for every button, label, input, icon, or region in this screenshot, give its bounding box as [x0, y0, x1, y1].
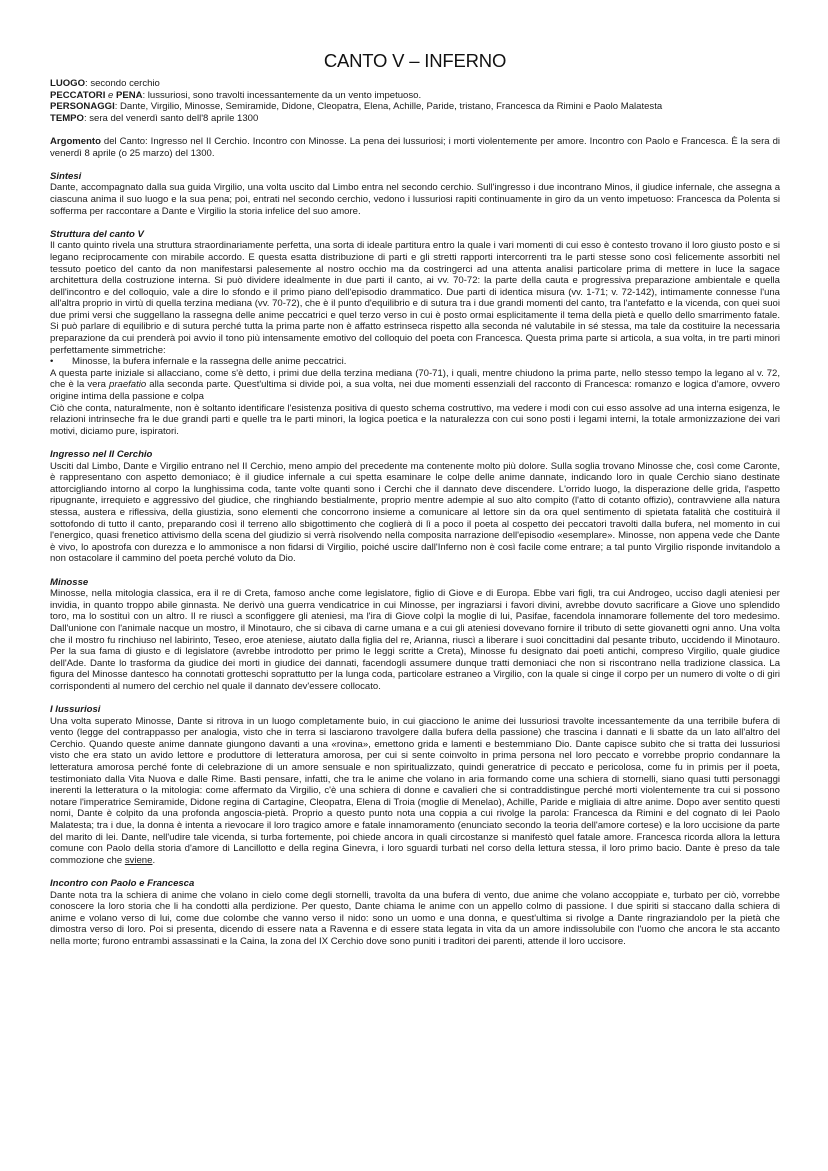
meta-peccatori: [50, 90, 780, 102]
meta-personaggi-value: : Dante, Virgilio, Minosse, Semiramide, Didone, Cleopatra, Elena, Achille, Paride, tristano, Francesca da Rimini e Paolo Malatesta: [114, 101, 663, 113]
meta-peccatori-label: PECCATORI: [50, 89, 106, 101]
meta-luogo: [50, 78, 780, 90]
text-run: A questa parte iniziale si allacciano, come s'è detto, i primi due della terzina mediana (70-71), i quali, mentre chiudono la prima parte, nello stesso tempo la legano al v. 72, che è la vera: [50, 367, 780, 391]
section-body: Minosse, nella mitologia classica, era il re di Creta, famoso anche come legislatore, figlio di Giove e di Europa. Ebbe vari figli, tra cui Androgeo, ucciso dagli ateniesi per invidia, in quanto troppo abile ginnasta. Ne derivò una guerra vendicatrice in cui Minosse, per ingraziarsi i favori divini, avrebbe dovuto sacrificare a Giove uno splendido toro, ma lo sostituì con un altro. Il re riuscì a sconfiggere gli ateniesi, ma l'ira di Giove colpì la moglie di lui, Pasifae, facendola innamorare follemente del toro medesimo. Dall'unione con l'animale nacque un mostro, il Minotauro, che si cibava di carne umana e a cui gli ateniesi dovevano fornire il tributo di sette giovanetti ogni anno. Una volta che il mostro fu rinchiuso nel labirinto, Teseo, eroe ateniese, aiutato dalla figlia del re, Arianna, riuscì a liberare i suoi concittadini dal pesante tributo, uccidendo il Minotauro. Per la sua fama di giusto e di legislatore (avrebbe introdotto per primo le leggi scritte a Creta), Minosse fu designato dai poeti antichi, compreso Virgilio, quale giudice dell'Ade. Dante lo trasforma da giudice dei morti in giudice dei dannati, facendogli assumere dunque tratti demoniaci che non si riscontrano nella tradizione classica. La figura del Minosse dantesco ha connotati grotteschi soprattutto per la lunga coda, particolare estraneo a Virgilio, con la quale si cinge il corpo per un numero di volte o di giri corrispondenti al numero del cerchio nel quale il dannato dev'essere collocato.: [50, 588, 780, 692]
meta-personaggi-label: PERSONAGGI: [50, 101, 115, 113]
section-heading: I lussuriosi: [50, 704, 101, 716]
section-heading: Ingresso nel II Cerchio: [50, 449, 153, 460]
section-ingresso: [50, 449, 780, 565]
section-body: Il canto quinto rivela una struttura straordinariamente perfetta, una sorta di ideale partitura entro la quale i vari momenti di cui esso è contesto trovano il loro giusto posto e si legano reciprocamente con mirabile accordo. E questa esatta distribuzione di parti e gli stretti rapporti intercorrenti tra le parti stesse sono così felicemente assorbiti nel tessuto poetico del canto da non manifestarsi palesemente al nostro occhio ma da costringerci ad una attenta analisi particolare prima di mettere in luce la sagace architettura della costruzione interna. Si può dividere idealmente in due parti il canto, ai vv. 70-72: la parte della cauta e progressiva preparazione ambientale e quella dell'incontro e del colloquio, vale a dire lo sfondo e il primo piano dell'episodio drammatico. Due parti di identica misura (vv. 1-71; v. 72-142), intimamente connesse l'una all'altra proprio in virtù di quella terzina mediana (vv. 70-72), che è il punto d'equilibrio e di sutura tra i due grandi momenti del canto, tra l'antefatto e la vicenda, con quei suoi due primi versi che suggellano la rassegna delle anime peccatrici e quel terzo verso in cui è posto ormai esplicitamente il tema della pietà e quello dello smarrimento fatale. Si può parlare di equilibrio e di sutura perché tutta la prima parte non è affatto estrinseca rispetto alla seconda né valutabile in sé stessa, ma tale da costituire la necessaria preparazione da cui prenderà poi avvio il tono più intensamente emotivo del colloquio del poeta con Francesca. Questa prima parte si articola, a sua volta, in tre parti minori perfettamente simmetriche:: [50, 240, 780, 356]
section-heading: Minosse: [50, 576, 89, 588]
argomento-text: del Canto: Ingresso nel II Cerchio. Incontro con Minosse. La pena dei lussuriosi; i morti violentemente per amore. Incontro con Paolo e Francesca. È la sera di venerdì 8 aprile (o 25 marzo) del 1300.: [50, 135, 780, 159]
section-heading: Sintesi: [50, 170, 82, 182]
section-body: Dante nota tra la schiera di anime che volano in cielo come degli stornelli, travolta da una bufera di vento, due anime che volano accoppiate e, turbato per ciò, vorrebbe conoscere la loro storia che li ha condotti alla perdizione. Per questo, Dante chiama le anime con un appello colmo di passione. I due spiriti si staccano dalla schiera di anime e volano verso di lui, come due colombe che vanno verso il nido: sono un uomo e una donna, e quest'ultima si rivolge a Dante ringraziandolo per la pietà che dimostra verso di loro. Poi si presenta, dicendo di essere nata a Ravenna e di essere stata legata in vita da un amore indissolubile con l'uomo che ancora le sta accanto nella morte; furono entrambi assassinati e la Caina, la zona del IX Cerchio dove sono puniti i traditori dei parenti, attende il loro uccisore.: [50, 889, 780, 947]
section-body: [50, 716, 780, 867]
meta-luogo-label: LUOGO: [50, 78, 86, 89]
meta-luogo-value: : secondo cerchio: [85, 78, 160, 89]
bullet-icon: •: [50, 356, 54, 368]
spacer: [50, 124, 780, 136]
section-incontro: [50, 878, 780, 948]
meta-tempo-value: : sera del venerdì santo dell'8 aprile 1300: [83, 112, 259, 124]
meta-personaggi: [50, 101, 780, 113]
section-body: Ciò che conta, naturalmente, non è soltanto identificare l'esistenza positiva di questo schema costruttivo, ma vedere i modi con cui esso assolve ad una interna esigenza, le relazioni intrinseche fra le due grandi parti e quelle tra le parti minori, la logica poetica e la naturalezza con cui sono posti i legami interni, la totale armonizzazione dei vari motivi, diciamo pure, ispiratori.: [50, 402, 780, 437]
argomento-label: Argomento: [50, 135, 101, 147]
section-minosse: [50, 577, 780, 693]
section-body: [50, 368, 780, 403]
section-body: Dante, accompagnato dalla sua guida Virgilio, una volta uscito dal Limbo entra nel secondo cerchio. Sull'ingresso i due incontrano Minos, il giudice infernale, che assegna a ciascuna anima il suo luogo e la sua pena; poi, entrati nel secondo cerchio, vedono i lussuriosi rapiti continuamente in giro da un vento impetuoso: Francesca da Polenta si sofferma per raccontare a Dante e Virgilio la storia infelice del suo amore.: [50, 182, 780, 217]
emphasis-praefatio: praefatio: [109, 379, 147, 391]
meta-pena-label: PENA: [115, 89, 143, 101]
section-sintesi: [50, 171, 780, 217]
meta-block: [50, 78, 780, 124]
meta-tempo: [50, 113, 780, 125]
underlined-word: sviene: [124, 854, 153, 866]
text-run: Una volta superato Minosse, Dante si ritrova in un luogo completamente buio, in cui giacciono le anime dei lussuriosi travolte incessantemente da una terribile bufera di vento (legge del contrappasso per analogia, visto che in terra si lasciarono travolgere dalla bufera della passione) che trascina i dannati e li sbatte da un lato all'altro del Cerchio. Quando queste anime dannate giungono davanti a una «rovina», emettono grida e lamenti e bestemmiano Dio. Dante capisce subito che si tratta dei lussuriosi visto che era stato un avido lettore e produttore di letteratura amorosa, per cui si sente coinvolto in prima persona nel loro peccato e vorrebbe proprio condannare la letteratura amorosa perché fonte di celebrazione di un amore sensuale e non spiritualizzato, quindi generatrice di peccato e pericolosa, come fu in primis per il poeta, testimoniato dalla Vita Nuova e dalle Rime. Basti pensare, infatti, che tra le anime che volano in aria formando come una schiera di stornelli, siano quasi tutti personaggi inerenti la letteratura o la mitologia: come affermato da Virgilio, c'è una schiera di donne e cavalieri che si contraddistingue perché morti violentemente tra cui si possono notare l'imperatrice Semiramide, Didone regina di Cartagine, Cleopatra, Elena di Troia (moglie di Menelao), Achille, Paride e migliaia di altre anime. Dopo aver sentito questi nomi, Dante è colpito da una profonda angoscia-pietà. Proprio a questo punto nota una coppia a cui rivolge la parola: Francesca da Rimini e del cognato di lei Paolo Malatesta; tra i due, la donna è intenta a rievocare il loro tragico amore e fatale innamoramento (enunciato secondo la teoria dell'amore cortese) e la loro uccisione da parte del marito di lei. Dante, nell'udire tale vicenda, si turba fortemente, poi chiede ancora in quali circostanze si manifestò quel fatale amore. Francesca ricorda allora la lettura comune con Paolo della storia d'amore di Lancillotto e della regina Ginevra, i loro sguardi turbati nel corso della lettura stessa, il loro primo bacio. Dante è preso da tale commozione che: [50, 715, 780, 866]
text-run: alla seconda parte. Quest'ultima si divide poi, a sua volta, nei due momenti essenziali del racconto di Francesca: romanzo e logica d'amore, ovvero origine intima della passione e colpa: [50, 379, 780, 403]
bullet-item: [50, 356, 780, 368]
section-body: Usciti dal Limbo, Dante e Virgilio entrano nel II Cerchio, meno ampio del precedente ma contenente molto più dolore. Sulla soglia trovano Minosse che, così come Caronte, è rappresentano con aspetto demoniaco; è il giudice infernale a cui spetta esaminare le colpe delle anime dannate, indicando loro in quale Cerchio siano destinate attorcigliando intorno al corpo la lunghissima coda, tante volte quanti sono i Cerchi che il dannato deve discendere. L'orrido luogo, la disperazione delle grida, l'aspetto ripugnante, irrequieto e aggressivo del giudice, che ringhiando bestialmente, proprio mentre adempie al suo alto compito (l'atto di cotanto offizio), contravviene alla natura stessa, austera e riflessiva, della giustizia, sono elementi che concorrono insieme a comunicare al lettore sin da ora quel sentimento di spietata fatalità che costituirà il sottofondo di tutto il canto, preparando così il terreno allo sbigottimento che coglierà di lì a poco il poeta al cospetto dei peccatori travolti dalla bufera, nel momento in cui l'energico, quasi frenetico attivismo della scena del giudizio si verrà risolvendo nella composita narrazione dell'episodio «esemplare». Minosse, non appena vede che Dante è vivo, lo apostrofa con durezza e lo ammonisce a non fidarsi di Virgilio, poiché uscire dall'Inferno non è così facile come entrare; a tal punto Virgilio risponde invitandolo a non ostacolare il cammino del poeta perché voluto da Dio.: [50, 460, 780, 565]
document-page: [50, 50, 780, 959]
argomento-paragraph: [50, 136, 780, 159]
page-title: CANTO V – INFERNO: [323, 50, 507, 71]
text-run: .: [152, 854, 156, 866]
meta-peccatori-conj: e: [105, 89, 116, 101]
bullet-text: Minosse, la bufera infernale e la rassegna delle anime peccatrici.: [72, 356, 347, 368]
section-heading: Struttura del canto V: [50, 228, 144, 240]
meta-peccatori-value: : lussuriosi, sono travolti incessantemente da un vento impetuoso.: [142, 89, 422, 101]
section-struttura: [50, 229, 780, 438]
meta-tempo-label: TEMPO: [50, 112, 84, 124]
section-heading: Incontro con Paolo e Francesca: [50, 877, 195, 889]
section-lussuriosi: [50, 704, 780, 866]
